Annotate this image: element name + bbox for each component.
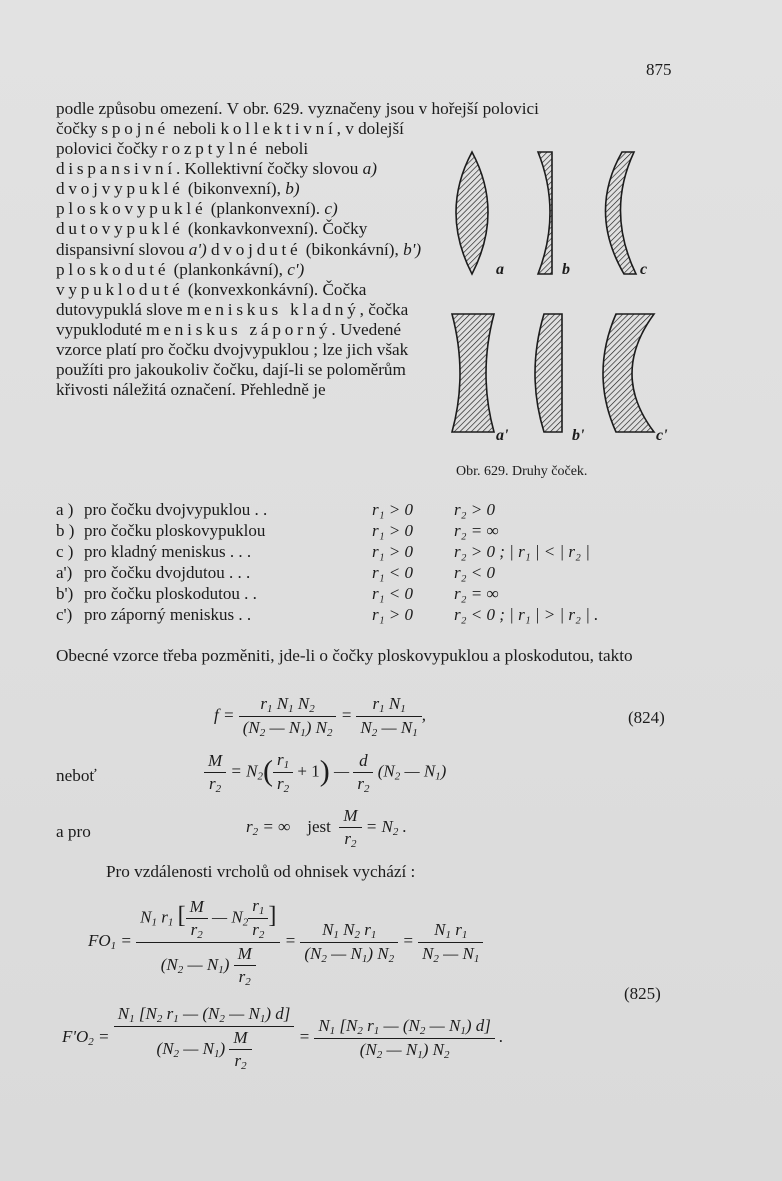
case-row: b ) pro čočku ploskovypuklou r₁ > 0 r₂ = ∞: [56, 521, 499, 540]
page-number: 875: [646, 60, 672, 79]
figure-caption: Obr. 629. Druhy čoček.: [456, 464, 588, 479]
lens-planoconvex: [538, 152, 552, 274]
equation-M-over-r2: $\frac{M}{r_2}$ = $N_2$( $\frac{r_1}{r_2}$ + 1) — $\frac{d}{r_2}$ ($N_2$ — $N_1$): [204, 750, 446, 795]
equation-r2-infinity: $r_2$ = ∞ jest $\frac{M}{r_2}$ = $N_2$ .: [246, 806, 407, 850]
intro-line: podle způsobu omezení. V obr. 629. vyznačeny jsou v hořejší polovici: [56, 99, 539, 118]
vertex-distance-text: Pro vzdálenosti vrcholů od ohnisek vychází :: [106, 862, 416, 881]
label-c-prime: c': [656, 427, 668, 444]
label-a-pro: a pro: [56, 822, 91, 841]
equation-824-focal: f = $\frac{r_1 N_1 N_2}{(N_2 — N_1) N_2}$ = $\frac{r_1 N_1}{N_2 — N_1}$ ,: [214, 694, 426, 739]
general-formula-paragraph: Obecné vzorce třeba pozměniti, jde-li o čočky ploskovypuklou a ploskodutou, takto: [56, 646, 633, 665]
lens-biconvex: [456, 152, 488, 274]
lens-meniscus-positive: [605, 152, 636, 274]
label-nebot: neboť: [56, 766, 97, 785]
equation-825-FO1: $FO_1$ = $N_1$ $r_1$ [ $\frac{M}{r_2}$ — $N_2$ $\frac{r_1}{r_2}$ ] ($N_2$ — $N_1$) $\frac{M}{r_2}$ = $\frac{N_1 N_2 r_1}{(N_2 — N_1) N_2}$ = $\frac{N_1 r_1}{N_2 — N_1}$: [88, 896, 483, 988]
label-b: b: [562, 261, 570, 278]
lens-diagram: [440, 140, 680, 460]
case-row: b') pro čočku ploskodutou . . r₁ < 0 r₂ = ∞: [56, 584, 499, 603]
lens-description-paragraph: čočky spojné neboli kollektivní, v dolejší polovici čočky rozptylné neboli dispansivní. Kollektivní čočky slovou a) dvojvypuklé (bikonvexní), b) ploskovypuklé (plankonvexní). c) dutovypuklé (konkavkonvexní). Čočky dispansivní slovou a') dvojduté (bikonkávní), b') ploskoduté (plankonkávní), c') vypukloduté (konvexkonkávní). Čočka dutovypuklá slove meniskus kladný, čočka vypukloduté meniskus záporný. Uvedené vzorce platí pro čočku dvojvypuklou ; lze jich však použíti pro jakoukoliv čočku, dají-li se poloměrům křivosti náležitá označení. Přehledně je: [56, 119, 422, 400]
lens-meniscus-negative: [603, 314, 654, 432]
lens-figure: [440, 140, 680, 460]
lens-biconcave: [452, 314, 494, 432]
equation-825-FO2: $F'O_2$ = $N_1$ [$N_2$ $r_1$ — ($N_2$ — $N_1$) d] ($N_2$ — $N_1$) $\frac{M}{r_2}$ = $\frac{N_1 [N_2 r_1 — (N_2 — N_1) d]}{(N_2 — N_1) N_2}$ .: [62, 1004, 504, 1072]
label-c: c: [640, 261, 648, 278]
lens-planoconcave: [535, 314, 562, 432]
label-b-prime: b': [572, 427, 585, 444]
case-row: c ) pro kladný meniskus . . . r₁ > 0 r₂ > 0 ; | r₁ | < | r₂ |: [56, 542, 590, 561]
case-row: a') pro čočku dvojdutou . . . r₁ < 0 r₂ < 0: [56, 563, 495, 582]
equation-number-825: (825): [624, 984, 661, 1003]
equation-number-824: (824): [628, 708, 665, 727]
case-row: c') pro záporný meniskus . . r₁ > 0 r₂ < 0 ; | r₁ | > | r₂ | .: [56, 605, 599, 624]
label-a-prime: a': [496, 427, 509, 444]
case-row: a ) pro čočku dvojvypuklou . . r₁ > 0 r₂ > 0: [56, 500, 495, 519]
label-a: a: [496, 261, 504, 278]
